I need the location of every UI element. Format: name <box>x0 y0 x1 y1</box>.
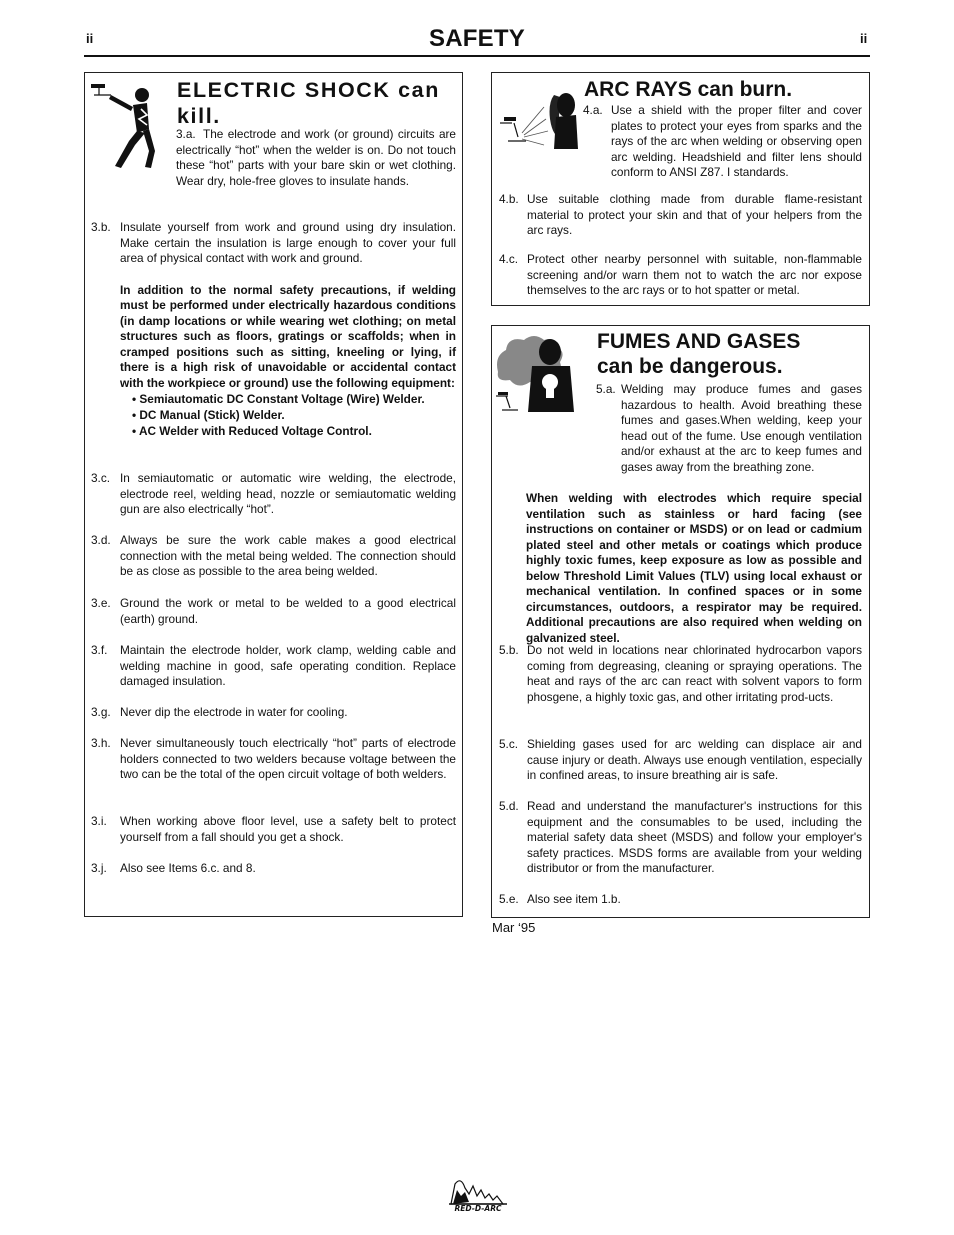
item-5a-text: Welding may produce fumes and gases hazardous to health. Avoid breathing these fumes and gases.When welding, keep your head out of the fume. Use enough ventilation and/or exhaust at the arc to keep fumes and gases away from the breathing zone. <box>621 382 862 474</box>
item-3b-bold-text: In addition to the normal safety precautions, if welding must be performed under electrically hazardous conditions (in damp locations or while wearing wet clothing; on metal structures such as floors, gratings or scaffolds; when in cramped positions such as sitting, kneeling or lying, if there is a high risk of unavoidable or accidental contact with the workpiece or ground) use the following equipment: <box>120 282 456 390</box>
item-3d <box>91 533 456 580</box>
list-item: • DC Manual (Stick) Welder. <box>132 408 285 422</box>
equipment-list <box>120 391 456 439</box>
item-3j-number: 3.j. <box>91 861 107 875</box>
item-4c <box>499 252 862 299</box>
item-3c-text: In semiautomatic or automatic wire welding, the electrode, electrode reel, welding head, nozzle or semiautomatic welding gun are also electrically “hot”. <box>120 471 456 516</box>
item-3h-text: Never simultaneously touch electrically “hot” parts of electrode holders connected to two welders because voltage between the two can be the total of the open circuit voltage of both welders. <box>120 736 456 781</box>
item-3e <box>91 596 456 627</box>
item-5c-number: 5.c. <box>499 737 519 751</box>
list-item: • Semiautomatic DC Constant Voltage (Wire) Welder. <box>132 392 425 406</box>
item-5e-text: Also see item 1.b. <box>527 892 621 906</box>
item-3h-number: 3.h. <box>91 736 111 750</box>
item-4c-number: 4.c. <box>499 252 519 266</box>
item-3d-number: 3.d. <box>91 533 111 547</box>
red-d-arc-logo <box>447 1174 509 1214</box>
item-3f-text: Maintain the electrode holder, work clamp, welding cable and welding machine in good, safe operating condition. Replace damaged insulation. <box>120 643 456 688</box>
item-3f-number: 3.f. <box>91 643 108 657</box>
item-5a <box>596 382 862 475</box>
item-5a-continued <box>526 491 862 646</box>
item-3a-number: 3.a. <box>176 127 196 141</box>
logo-text: RED-D-ARC <box>454 1204 502 1213</box>
item-5b <box>499 643 862 705</box>
item-5c <box>499 737 862 784</box>
fumes-gases-section <box>491 325 870 918</box>
item-4b-number: 4.b. <box>499 192 519 206</box>
item-3i <box>91 814 456 845</box>
arc-rays-heading: ARC RAYS can burn. <box>584 78 793 101</box>
item-3j-text: Also see Items 6.c. and 8. <box>120 861 256 875</box>
item-5d-number: 5.d. <box>499 799 519 813</box>
item-4c-text: Protect other nearby personnel with suitable, non-flammable screening and/or warn them not to watch the arc nor expose themselves to the arc rays or to hot spatter or metal. <box>527 252 862 297</box>
item-3g-text: Never dip the electrode in water for cooling. <box>120 705 348 719</box>
item-5e <box>499 892 862 908</box>
item-3d-text: Always be sure the work cable makes a good electrical connection with the metal being welded. The connection should be as close as possible to the area being welded. <box>120 533 456 578</box>
item-5e-number: 5.e. <box>499 892 519 906</box>
item-3j <box>91 861 456 877</box>
item-3e-number: 3.e. <box>91 596 111 610</box>
item-3i-text: When working above floor level, use a safety belt to protect yourself from a fall should you get a shock. <box>120 814 456 844</box>
item-4b <box>499 192 862 239</box>
page-number-left: ii <box>86 31 94 46</box>
electric-shock-section <box>84 72 463 917</box>
item-5a-number: 5.a. <box>596 382 616 396</box>
fumes-gases-icon <box>494 332 584 414</box>
item-3c <box>91 471 456 518</box>
item-3a <box>176 127 456 189</box>
list-item: • AC Welder with Reduced Voltage Control. <box>132 424 372 438</box>
fumes-heading-line-2: can be dangerous. <box>597 355 783 378</box>
item-5a-bold-text: When welding with electrodes which require special ventilation such as stainless or hard facing (see instructions on container or MSDS) or on lead or cadmium plated steel and other metals or coatings which produce highly toxic fumes, keep exposure as low as possible and below Threshold Limit Values (TLV) using local exhaust or mechanical ventilation. In confined spaces or in some circumstances, outdoors, a respirator may be required. Additional precautions are also required when welding on galvanized steel. <box>526 491 862 645</box>
item-3e-text: Ground the work or metal to be welded to a good electrical (earth) ground. <box>120 596 456 626</box>
item-3i-number: 3.i. <box>91 814 107 828</box>
item-5d-text: Read and understand the manufacturer's instructions for this equipment and the consumables to be used, including the material safety data sheet (MSDS) and follow your employer's safety practices. MSDS forms are available from your welding distributor or from the manufacturer. <box>527 799 862 875</box>
item-5b-number: 5.b. <box>499 643 519 657</box>
item-5b-text: Do not weld in locations near chlorinated hydrocarbon vapors coming from degreasing, cleaning or spraying operations. The heat and rays of the arc can react with solvent vapors to form phosgene, a highly toxic gas, and other irritating prod-ucts. <box>527 643 862 704</box>
item-3b-number: 3.b. <box>91 220 111 234</box>
item-3b <box>91 220 456 439</box>
item-3f <box>91 643 456 690</box>
item-5c-text: Shielding gases used for arc welding can displace air and cause injury or death. Always use enough ventilation, especially in confined areas, to insure breathing air is safe. <box>527 737 862 782</box>
item-3g <box>91 705 456 721</box>
item-5d <box>499 799 862 877</box>
item-3g-number: 3.g. <box>91 705 111 719</box>
arc-rays-section <box>491 72 870 306</box>
item-3h <box>91 736 456 783</box>
item-4a <box>583 103 862 181</box>
page-title: SAFETY <box>429 25 525 52</box>
arc-rays-icon <box>496 89 578 149</box>
item-3c-number: 3.c. <box>91 471 111 485</box>
electric-shock-icon <box>89 81 159 169</box>
item-3b-text: Insulate yourself from work and ground using dry insulation. Make certain the insulation is large enough to cover your full area of physical contact with work and ground. <box>120 220 456 265</box>
fumes-gases-heading <box>597 329 867 379</box>
item-4b-text: Use suitable clothing made from durable flame-resistant material to protect your skin and that of your helpers from the arc rays. <box>527 192 862 237</box>
item-4a-number: 4.a. <box>583 103 603 117</box>
electric-shock-heading: ELECTRIC SHOCK can kill. <box>177 78 440 128</box>
item-3a-text: The electrode and work (or ground) circuits are electrically “hot” when the welder is on. Do not touch these “hot” parts with your bare skin or wet clothing. Wear dry, hole-free gloves to insulate hands. <box>176 127 456 188</box>
revision-date: Mar ‘95 <box>492 920 536 935</box>
title-rule <box>84 55 870 57</box>
item-4a-text: Use a shield with the proper filter and cover plates to protect your eyes from sparks and the rays of the arc when welding or observing open arc welding. Headshield and filter lens should conform to ANSI Z87. I standards. <box>611 103 862 179</box>
fumes-heading-line-1: FUMES AND GASES <box>597 330 801 353</box>
page-number-right: ii <box>860 31 868 46</box>
